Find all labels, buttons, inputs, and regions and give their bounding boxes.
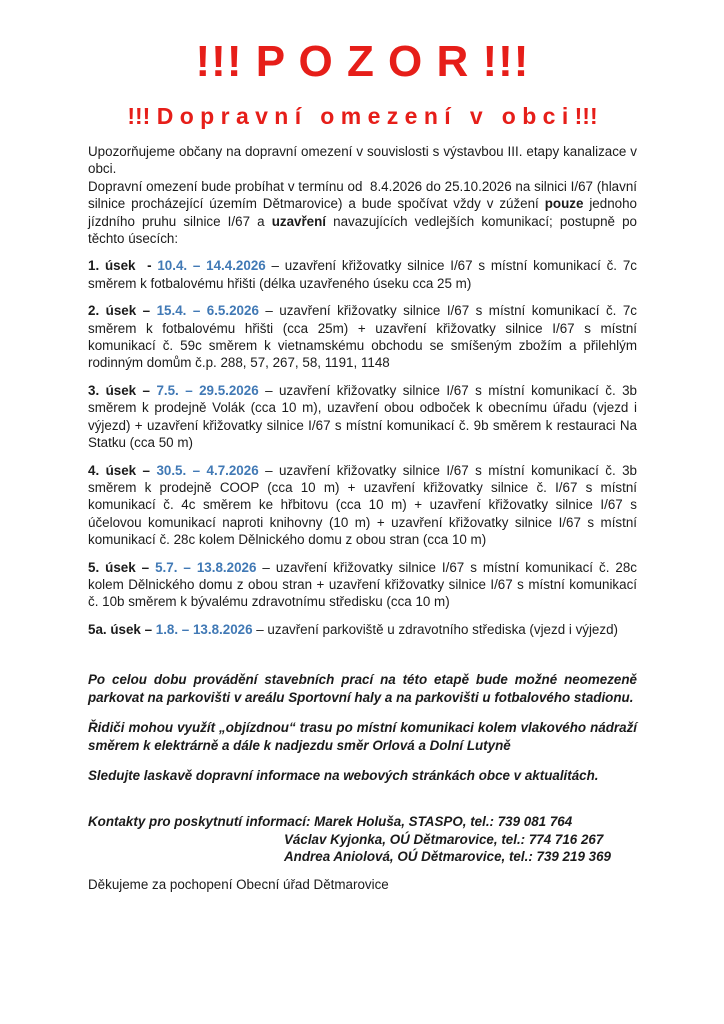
- section-label: 3. úsek: [88, 382, 137, 398]
- section-dates: 7.5. – 29.5.2026: [156, 382, 259, 398]
- section-text: – uzavření křižovatky silnice I/67 s místní komunikací č. 3b směrem k prodejně COOP (cca 10 m) + uzavření křižovatky silnice č. I/67 s místní komunikací č. 4c směrem ke hřbitovu (cca 10 m) + uzavření křižovatky silnice I/67 s účelovou komunikací naproti knihovny (10 m) + uzavření křižovatky silnice I/67 s místní komunikací č. 28c kolem Dělnického domu z obou stran (cca 10 m): [88, 462, 641, 548]
- parking-note: Po celou dobu provádění stavebních prací na této etapě bude možné neomezeně parkovat na parkovišti v areálu Sportovní haly a na parkovišti u fotbalového stadionu.: [88, 672, 637, 706]
- section-label: 4. úsek: [88, 462, 137, 478]
- section-label: 5. úsek: [88, 559, 136, 575]
- intro-text: navazujících vedlejších komunikací; postupně po těchto úsecích:: [88, 213, 641, 247]
- section-label: 5a. úsek: [88, 621, 141, 637]
- section-dates: 1.8. – 13.8.2026: [155, 621, 253, 637]
- section-label: 1. úsek: [88, 258, 136, 274]
- section-5a: [88, 621, 637, 638]
- section-dates: 5.7. – 13.8.2026: [155, 559, 257, 575]
- section-separator: –: [136, 303, 157, 319]
- section-2: [88, 302, 641, 372]
- contacts-block: [88, 813, 637, 865]
- section-text: – uzavření křižovatky silnice I/67 s místní komunikací č. 3b směrem k prodejně Volák (cca 10 m), uzavření obou odboček k obecnímu úřadu (vjezd i výjezd) + uzavření křižovatky silnice I/67 s místní komunikací č. 9b směrem k restauraci Na Statku (cca 50 m): [88, 382, 641, 451]
- section-separator: –: [136, 462, 157, 478]
- intro-text: jednoho jízdního pruhu silnice I/67 a: [88, 196, 641, 229]
- section-text: – uzavření křižovatky silnice I/67 s místní komunikací č. 28c kolem Dělnického domu z obou stran + uzavření křižovatky silnice I/67 s místní komunikací č. 10b směrem k bývalému zdravotnímu středisku (cca 10 m): [88, 559, 641, 610]
- section-separator: -: [135, 258, 158, 274]
- section-text: – uzavření křižovatky silnice I/67 s místní komunikací č. 7c směrem k fotbalovému hřišti (délka uzavřeného úseku cca 25 m): [88, 258, 641, 291]
- section-1: [88, 257, 641, 292]
- contact-line-2: Václav Kyjonka, OÚ Dětmarovice, tel.: 774 716 267: [284, 831, 604, 847]
- section-dates: 30.5. – 4.7.2026: [156, 462, 259, 478]
- contact-line-1: Kontakty pro poskytnutí informací: Marek Holuša, STASPO, tel.: 739 081 764: [88, 814, 573, 830]
- page-subtitle: !!! D o p r a v n í o m e z e n í v o b c i !!!: [127, 103, 598, 129]
- section-separator: –: [140, 621, 156, 637]
- intro-paragraph-1: Upozorňujeme občany na dopravní omezení v souvislosti s výstavbou III. etapy kanalizace v obci.: [88, 144, 637, 177]
- info-note: Sledujte laskavě dopravní informace na webových stránkách obce v aktualitách.: [88, 768, 599, 784]
- page-title: !!! P O Z O R !!!: [195, 37, 530, 86]
- section-dates: 10.4. – 14.4.2026: [157, 258, 266, 274]
- section-separator: –: [136, 382, 157, 398]
- section-3: [88, 382, 641, 452]
- section-text: – uzavření parkoviště u zdravotního střediska (vjezd i výjezd): [252, 621, 618, 637]
- section-4: [88, 462, 641, 549]
- closing-line: Děkujeme za pochopení Obecní úřad Dětmarovice: [88, 877, 389, 893]
- section-text: – uzavření křižovatky silnice I/67 s místní komunikací č. 7c směrem k fotbalovému hřišti (cca 25m) + uzavření křižovatky silnice I/67 s místní komunikací č. 59c směrem k vietnamskému obchodu se smíšeným zbožím a přilehlým rodinným domům č.p. 288, 57, 267, 58, 1191, 1148: [88, 303, 641, 371]
- intro-paragraph-2: [88, 178, 641, 248]
- section-dates: 15.4. – 6.5.2026: [156, 303, 259, 319]
- section-5: [88, 559, 641, 611]
- intro-text: Dopravní omezení bude probíhat v termínu od 8.4.2026 do 25.10.2026 na silnici I/67 (hlavní silnice procházející územím Dětmarovice) a bude spočívat vždy v zúžení: [88, 178, 641, 212]
- contact-line-3: Andrea Aniolová, OÚ Dětmarovice, tel.: 739 219 369: [284, 848, 611, 864]
- intro-bold-uzavreni: uzavření: [271, 213, 327, 229]
- intro-bold-pouze: pouze: [544, 196, 584, 212]
- section-label: 2. úsek: [88, 303, 137, 319]
- section-separator: –: [135, 559, 156, 575]
- detour-note: Řidiči mohou využít „objízdnou“ trasu po místní komunikaci kolem vlakového nádraží směrem k elektrárně a dále k nadjezdu směr Orlová a Dolní Lutyně: [88, 720, 637, 754]
